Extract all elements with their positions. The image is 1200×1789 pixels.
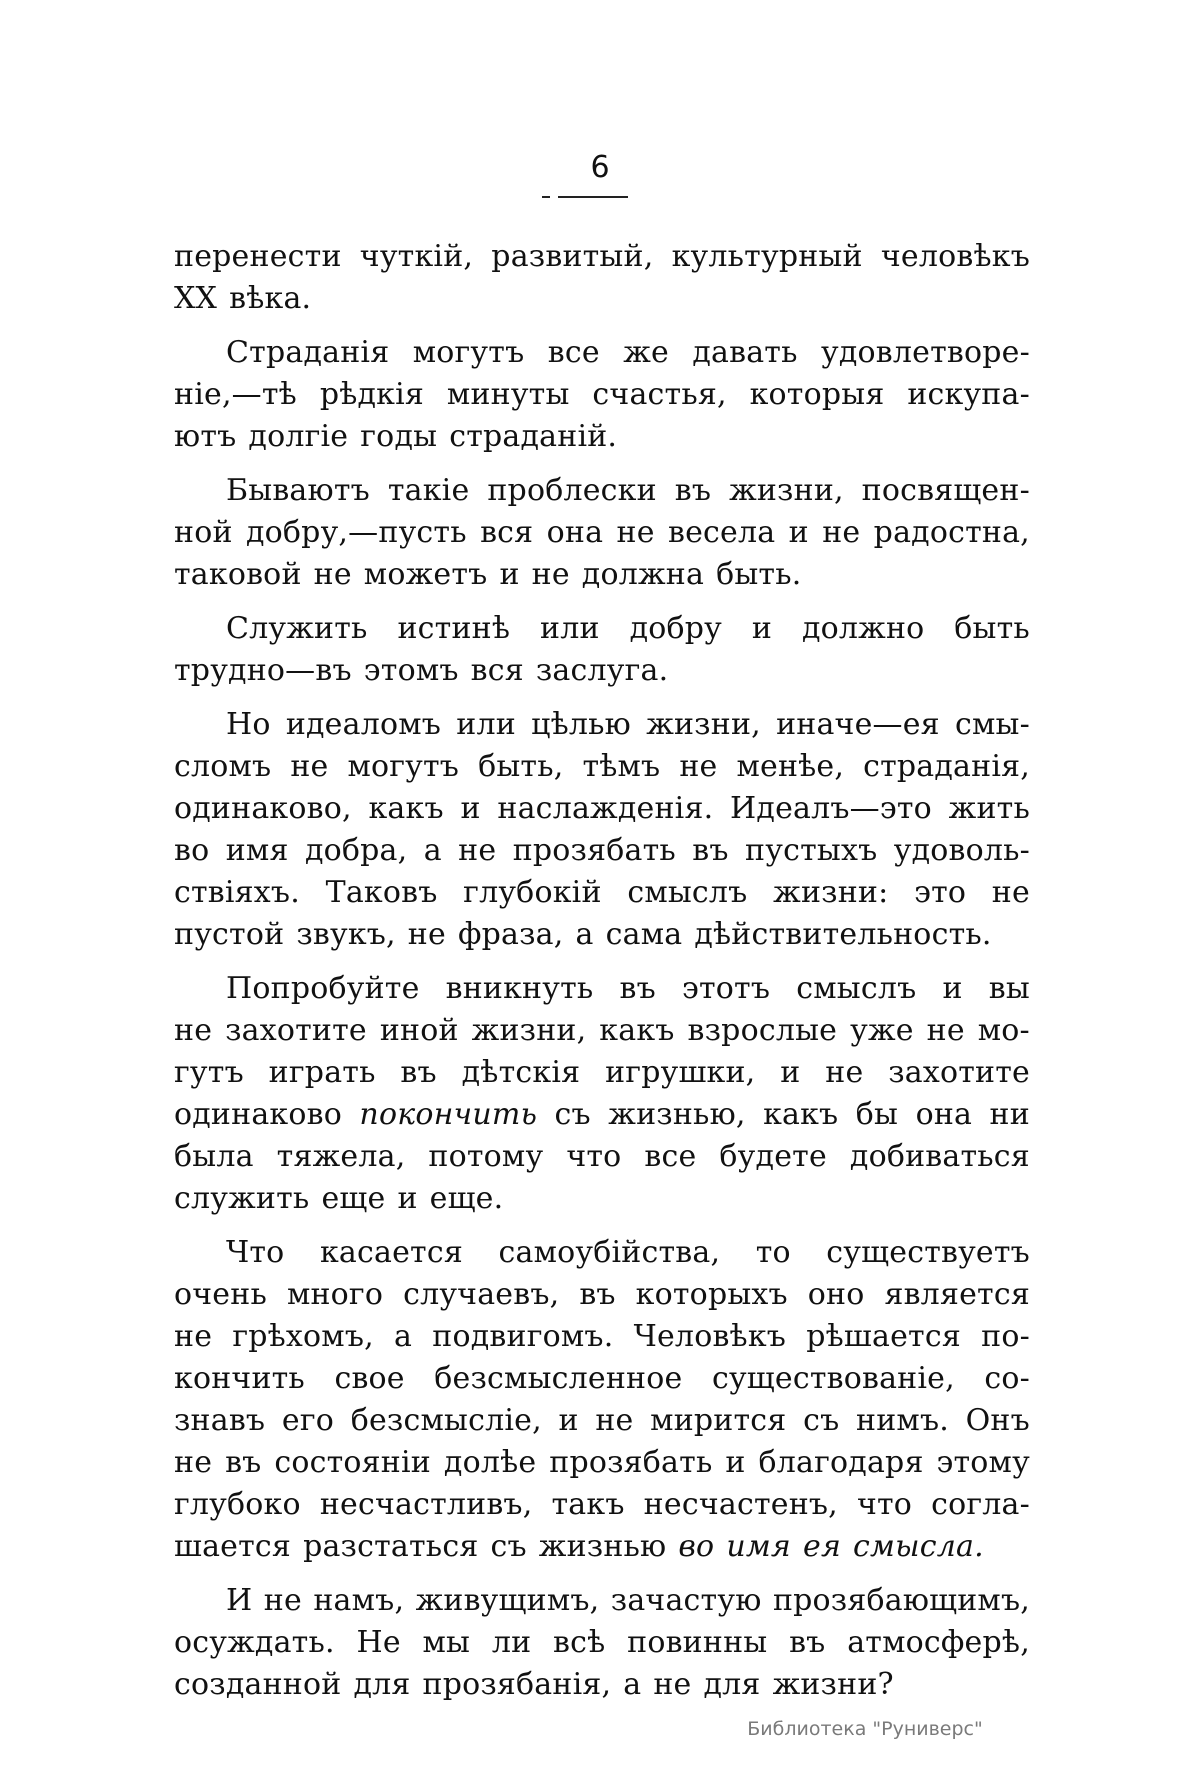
word: наслажденія. bbox=[497, 791, 714, 826]
word: не bbox=[290, 749, 329, 784]
word: и bbox=[558, 1403, 579, 1438]
word: грѣхомъ, bbox=[232, 1319, 374, 1354]
word: является bbox=[884, 1277, 1030, 1312]
word: свое bbox=[334, 1361, 405, 1396]
word: сама bbox=[605, 917, 683, 952]
word: этому bbox=[936, 1445, 1030, 1480]
word: не bbox=[653, 1667, 692, 1702]
word: развитый, bbox=[491, 239, 654, 274]
word: мо- bbox=[977, 1013, 1030, 1048]
word: должно bbox=[801, 611, 925, 646]
word: и bbox=[397, 1181, 418, 1216]
word: все bbox=[644, 1139, 697, 1174]
text-line bbox=[174, 1400, 1030, 1442]
word: трудно—въ bbox=[174, 653, 352, 688]
page-number: 6 bbox=[590, 150, 610, 185]
word: очень bbox=[174, 1277, 267, 1312]
word: жизни, bbox=[646, 707, 761, 742]
word: XX bbox=[174, 281, 218, 316]
text-line bbox=[174, 746, 1030, 788]
word: не bbox=[926, 1013, 965, 1048]
word: не bbox=[263, 1583, 302, 1618]
word: удоволь- bbox=[893, 833, 1030, 868]
word: тѣмъ bbox=[582, 749, 661, 784]
word: Таковъ bbox=[325, 875, 438, 910]
word: минуты bbox=[446, 377, 570, 412]
page-number-rule bbox=[558, 196, 628, 198]
word: еще bbox=[321, 1181, 386, 1216]
text-line bbox=[174, 1484, 1030, 1526]
word: и bbox=[460, 791, 481, 826]
word: могутъ bbox=[347, 749, 460, 784]
word: такіе bbox=[387, 473, 470, 508]
word: Служить bbox=[226, 611, 368, 646]
word: гутъ bbox=[174, 1055, 244, 1090]
text-line bbox=[174, 872, 1030, 914]
paragraph bbox=[174, 968, 1030, 1220]
word: какъ bbox=[368, 791, 444, 826]
word: смысла. bbox=[853, 1529, 984, 1564]
word: идеаломъ bbox=[285, 707, 442, 742]
word: Онъ bbox=[965, 1403, 1030, 1438]
word: и bbox=[499, 557, 520, 592]
text-line bbox=[174, 278, 1030, 320]
word: проблески bbox=[487, 473, 657, 508]
text-line bbox=[174, 1580, 1030, 1622]
word: дѣйствительность. bbox=[694, 917, 992, 952]
word: этомъ bbox=[363, 653, 459, 688]
word: пустыхъ bbox=[745, 833, 878, 868]
word: или bbox=[456, 707, 516, 742]
word: бы bbox=[855, 1097, 899, 1132]
word: въ bbox=[400, 1055, 437, 1090]
word: же bbox=[623, 335, 669, 370]
word: ни bbox=[989, 1097, 1030, 1132]
text-line bbox=[174, 1232, 1030, 1274]
paragraph bbox=[174, 1232, 1030, 1568]
word: и bbox=[942, 971, 963, 1006]
word: давать bbox=[692, 335, 798, 370]
word: не bbox=[991, 875, 1030, 910]
word: во bbox=[678, 1529, 715, 1564]
word: созданной bbox=[174, 1667, 342, 1702]
word: тяжела, bbox=[276, 1139, 406, 1174]
word: служить bbox=[174, 1181, 310, 1216]
word: не bbox=[822, 515, 861, 550]
word: будете bbox=[719, 1139, 827, 1174]
word: чуткій, bbox=[359, 239, 474, 274]
text-line bbox=[174, 1094, 1030, 1136]
word: захотите bbox=[225, 1013, 367, 1048]
word: вы bbox=[988, 971, 1030, 1006]
word: покончить bbox=[359, 1097, 538, 1132]
word: которыя bbox=[749, 377, 885, 412]
word: прозябать bbox=[549, 1445, 713, 1480]
word: ли bbox=[491, 1625, 532, 1660]
word: жизнью, bbox=[608, 1097, 746, 1132]
word: въ bbox=[579, 1277, 616, 1312]
word: не bbox=[313, 557, 352, 592]
word: она bbox=[915, 1097, 973, 1132]
word: человѣкъ bbox=[880, 239, 1030, 274]
word: иной bbox=[379, 1013, 459, 1048]
word: повинны bbox=[627, 1625, 768, 1660]
word: мы bbox=[422, 1625, 471, 1660]
word: вникнуть bbox=[445, 971, 594, 1006]
word: это bbox=[914, 875, 967, 910]
word: согла- bbox=[931, 1487, 1030, 1522]
word: рѣдкія bbox=[319, 377, 425, 412]
text-line bbox=[174, 968, 1030, 1010]
word: должна bbox=[581, 557, 705, 592]
word: жить bbox=[948, 791, 1030, 826]
word: сломъ bbox=[174, 749, 272, 784]
word: еще. bbox=[429, 1181, 504, 1216]
word: въ bbox=[674, 473, 712, 508]
word: ея bbox=[802, 1529, 842, 1564]
word: Но bbox=[226, 707, 271, 742]
word: не bbox=[595, 1403, 634, 1438]
paragraph-gap bbox=[174, 1220, 1030, 1232]
word: жизни: bbox=[773, 875, 889, 910]
word: или bbox=[540, 611, 600, 646]
word: радостна, bbox=[873, 515, 1030, 550]
word: страданія, bbox=[863, 749, 1030, 784]
word: захотите bbox=[888, 1055, 1030, 1090]
word: кончить bbox=[174, 1361, 305, 1396]
word: какъ bbox=[599, 1013, 675, 1048]
word: долгіе bbox=[248, 419, 349, 454]
word: не bbox=[825, 1055, 864, 1090]
word: пустой bbox=[174, 917, 285, 952]
word: добру bbox=[629, 611, 723, 646]
word: а bbox=[423, 833, 442, 868]
word: Не bbox=[356, 1625, 401, 1660]
word: глубоко bbox=[174, 1487, 301, 1522]
word: дѣтскія bbox=[461, 1055, 581, 1090]
word: безсмысліе, bbox=[350, 1403, 542, 1438]
word: такъ bbox=[551, 1487, 625, 1522]
text-line bbox=[174, 1664, 1030, 1706]
text-line bbox=[174, 332, 1030, 374]
word: И bbox=[226, 1583, 253, 1618]
word: съ bbox=[803, 1403, 840, 1438]
word: смыслъ bbox=[796, 971, 917, 1006]
text-line bbox=[174, 512, 1030, 554]
word: ствіяхъ. bbox=[174, 875, 300, 910]
text-line bbox=[174, 470, 1030, 512]
word: и bbox=[751, 611, 773, 646]
word: перенести bbox=[174, 239, 342, 274]
paragraph bbox=[174, 1580, 1030, 1706]
word: таковой bbox=[174, 557, 302, 592]
word: Что bbox=[226, 1235, 285, 1270]
word: атмосферѣ, bbox=[847, 1625, 1030, 1660]
paragraph-gap bbox=[174, 458, 1030, 470]
word: рѣшается bbox=[806, 1319, 961, 1354]
text-line bbox=[174, 1358, 1030, 1400]
paragraph-gap bbox=[174, 692, 1030, 704]
paragraph-gap bbox=[174, 596, 1030, 608]
word: глубокій bbox=[463, 875, 602, 910]
word: смыслъ bbox=[627, 875, 748, 910]
word: несчастенъ, bbox=[643, 1487, 838, 1522]
word: во bbox=[174, 833, 210, 868]
word: вся bbox=[480, 515, 534, 550]
word: Идеалъ—это bbox=[730, 791, 932, 826]
word: добра, bbox=[304, 833, 408, 868]
word: для bbox=[703, 1667, 761, 1702]
word: жизни? bbox=[772, 1667, 894, 1702]
word: взрослые bbox=[687, 1013, 838, 1048]
text-line bbox=[174, 1622, 1030, 1664]
word: со- bbox=[984, 1361, 1030, 1396]
word: страданій. bbox=[449, 419, 618, 454]
word: звукъ, bbox=[296, 917, 396, 952]
body-text bbox=[174, 236, 1030, 1706]
word: а bbox=[623, 1667, 642, 1702]
word: въ bbox=[692, 833, 729, 868]
text-line bbox=[174, 914, 1030, 956]
word: въ bbox=[619, 971, 656, 1006]
word: играть bbox=[268, 1055, 376, 1090]
text-line bbox=[174, 1274, 1030, 1316]
page-number-rule-dash bbox=[542, 196, 550, 198]
word: иначе—ея bbox=[776, 707, 940, 742]
word: быть bbox=[954, 611, 1030, 646]
word: мирится bbox=[650, 1403, 787, 1438]
text-line bbox=[174, 554, 1030, 596]
word: уже bbox=[850, 1013, 914, 1048]
word: съ bbox=[490, 1529, 527, 1564]
word: существуетъ bbox=[826, 1235, 1030, 1270]
text-line bbox=[174, 1178, 1030, 1220]
word: культурный bbox=[671, 239, 863, 274]
word: шается bbox=[174, 1529, 292, 1564]
word: игрушки, bbox=[605, 1055, 756, 1090]
word: нимъ. bbox=[856, 1403, 949, 1438]
word: этотъ bbox=[681, 971, 771, 1006]
word: все bbox=[547, 335, 600, 370]
word: не bbox=[531, 557, 570, 592]
word: цѣлью bbox=[531, 707, 631, 742]
word: въ bbox=[789, 1625, 826, 1660]
word: прозябанія, bbox=[422, 1667, 612, 1702]
word: имя bbox=[726, 1529, 791, 1564]
word: не bbox=[174, 1445, 213, 1480]
word: состояніи bbox=[274, 1445, 431, 1480]
word: не bbox=[174, 1013, 213, 1048]
word: что bbox=[856, 1487, 913, 1522]
word: для bbox=[353, 1667, 411, 1702]
word: и bbox=[725, 1445, 746, 1480]
word: добру,—пусть bbox=[245, 515, 467, 550]
word: которыхъ bbox=[635, 1277, 788, 1312]
word: живущимъ, bbox=[415, 1583, 600, 1618]
text-line bbox=[174, 1010, 1030, 1052]
word: истинѣ bbox=[397, 611, 511, 646]
word: какъ bbox=[763, 1097, 839, 1132]
word: случаевъ, bbox=[403, 1277, 560, 1312]
text-line bbox=[174, 788, 1030, 830]
word: Человѣкъ bbox=[633, 1319, 787, 1354]
word: могутъ bbox=[412, 335, 525, 370]
word: осуждать. bbox=[174, 1625, 335, 1660]
word: прозябать bbox=[512, 833, 676, 868]
text-line bbox=[174, 608, 1030, 650]
word: и bbox=[788, 515, 809, 550]
word: смы- bbox=[955, 707, 1030, 742]
word: жизни, bbox=[471, 1013, 587, 1048]
text-line bbox=[174, 1526, 1030, 1568]
word: безсмысленное bbox=[434, 1361, 683, 1396]
text-line bbox=[174, 1136, 1030, 1178]
paragraph-gap bbox=[174, 956, 1030, 968]
word: счастья, bbox=[592, 377, 727, 412]
word: одинаково, bbox=[174, 791, 352, 826]
paragraph bbox=[174, 704, 1030, 956]
word: весела bbox=[667, 515, 776, 550]
text-line bbox=[174, 704, 1030, 746]
text-line bbox=[174, 830, 1030, 872]
paragraph bbox=[174, 236, 1030, 320]
word: то bbox=[755, 1235, 791, 1270]
word: не bbox=[174, 1319, 213, 1354]
word: удовлетворе- bbox=[821, 335, 1030, 370]
word: добиваться bbox=[849, 1139, 1030, 1174]
word: потому bbox=[428, 1139, 544, 1174]
word: Страданія bbox=[226, 335, 390, 370]
word: менѣе, bbox=[736, 749, 845, 784]
word: знавъ bbox=[174, 1403, 266, 1438]
word: одинаково bbox=[174, 1097, 342, 1132]
word: искупа- bbox=[907, 377, 1030, 412]
text-line bbox=[174, 1316, 1030, 1358]
word: подвигомъ. bbox=[432, 1319, 614, 1354]
word: жизни, bbox=[729, 473, 844, 508]
word: существованіе, bbox=[711, 1361, 955, 1396]
text-line bbox=[174, 1442, 1030, 1484]
word: она bbox=[546, 515, 604, 550]
text-line bbox=[174, 416, 1030, 458]
word: зачастую bbox=[610, 1583, 762, 1618]
paragraph bbox=[174, 332, 1030, 458]
word: ной bbox=[174, 515, 233, 550]
word: жизнью bbox=[538, 1529, 667, 1564]
word: имя bbox=[225, 833, 289, 868]
text-line bbox=[174, 236, 1030, 278]
paragraph-gap bbox=[174, 320, 1030, 332]
word: по- bbox=[981, 1319, 1030, 1354]
word: съ bbox=[554, 1097, 591, 1132]
word: прозябающимъ, bbox=[772, 1583, 1030, 1618]
word: не bbox=[679, 749, 718, 784]
word: а bbox=[394, 1319, 413, 1354]
word: Попробуйте bbox=[226, 971, 420, 1006]
word: ютъ bbox=[174, 419, 237, 454]
word: ніе,—тѣ bbox=[174, 377, 297, 412]
text-line bbox=[174, 374, 1030, 416]
word: разстаться bbox=[303, 1529, 479, 1564]
word: быть, bbox=[478, 749, 564, 784]
paragraph-gap bbox=[174, 1568, 1030, 1580]
text-line bbox=[174, 650, 1030, 692]
word: фраза, bbox=[457, 917, 564, 952]
word: посвящен- bbox=[861, 473, 1030, 508]
word: была bbox=[174, 1139, 254, 1174]
word: а bbox=[575, 917, 594, 952]
word: заслуга. bbox=[535, 653, 669, 688]
word: касается bbox=[319, 1235, 463, 1270]
word: не bbox=[407, 917, 446, 952]
paragraph bbox=[174, 608, 1030, 692]
paragraph bbox=[174, 470, 1030, 596]
word: всѣ bbox=[553, 1625, 606, 1660]
word: вся bbox=[470, 653, 524, 688]
word: быть. bbox=[716, 557, 802, 592]
word: годы bbox=[360, 419, 438, 454]
word: Бываютъ bbox=[226, 473, 370, 508]
library-watermark: Библиотека "Руниверс" bbox=[747, 1718, 983, 1740]
word: намъ, bbox=[313, 1583, 405, 1618]
word: и bbox=[780, 1055, 801, 1090]
word: его bbox=[281, 1403, 335, 1438]
word: вѣка. bbox=[229, 281, 312, 316]
word: можетъ bbox=[363, 557, 488, 592]
word: благодаря bbox=[758, 1445, 924, 1480]
word: не bbox=[616, 515, 655, 550]
word: долѣе bbox=[443, 1445, 537, 1480]
word: въ bbox=[225, 1445, 262, 1480]
text-line bbox=[174, 1052, 1030, 1094]
word: что bbox=[566, 1139, 622, 1174]
word: много bbox=[286, 1277, 384, 1312]
word: несчастливъ, bbox=[319, 1487, 533, 1522]
word: оно bbox=[807, 1277, 865, 1312]
word: не bbox=[458, 833, 497, 868]
word: самоубійства, bbox=[498, 1235, 721, 1270]
